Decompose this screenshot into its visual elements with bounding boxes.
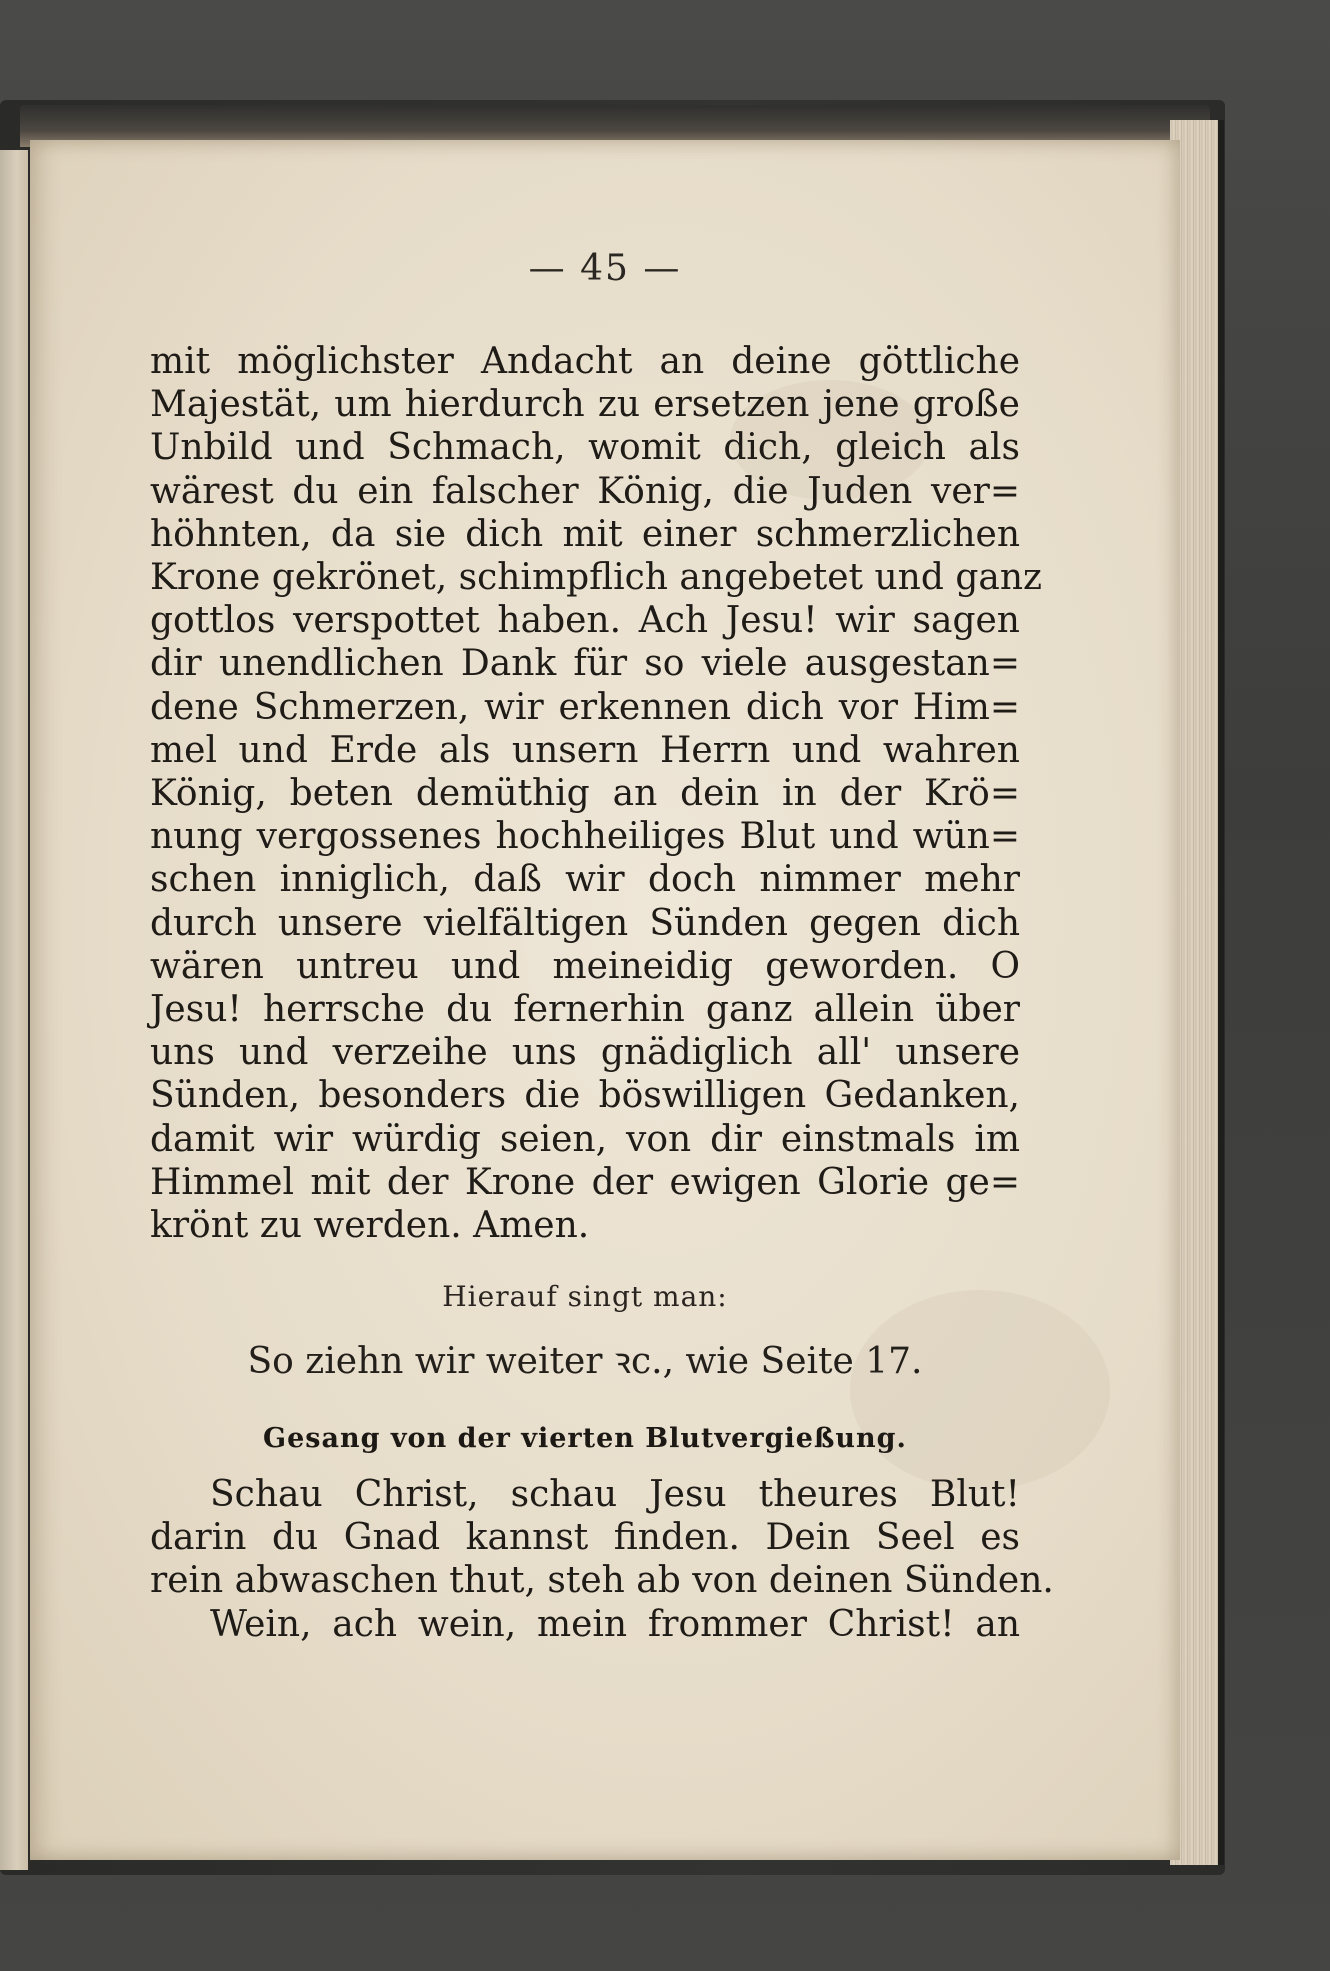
page-stain (850, 1290, 1110, 1490)
text-line: schen inniglich, daß wir doch nimmer mehr (150, 859, 1020, 901)
text-line: uns und verzeihe uns gnädiglich all' unsere (150, 1032, 1020, 1074)
text-line: nung vergossenes hochheiliges Blut und wün= (150, 816, 1020, 858)
text-line: mel und Erde als unsern Herrn und wahren (150, 729, 1020, 771)
hymn-title: Gesang von der vierten Blutvergießung. (263, 1423, 907, 1454)
hymn-verse (150, 1473, 1054, 1646)
text-line: damit wir würdig seien, von dir einstmals im (150, 1118, 1020, 1160)
text-line: durch unsere vielfältigen Sünden gegen dich (150, 902, 1020, 944)
text-line: Sünden, besonders die böswilligen Gedanken, (150, 1075, 1020, 1117)
text-line: dir unendlichen Dank für so viele ausgestan= (150, 643, 1020, 685)
prayer-text (150, 340, 1042, 1247)
verse-line: darin du Gnad kannst finden. Dein Seel es (150, 1517, 1020, 1559)
text-line: Krone gekrönet, schimpflich angebetet und ganz (150, 557, 1042, 599)
text-line: dene Schmerzen, wir erkennen dich vor Him= (150, 686, 1020, 728)
verse-line: rein abwaschen thut, steh ab von deinen Sünden. (150, 1560, 1054, 1602)
text-line: Unbild und Schmach, womit dich, gleich als (150, 427, 1020, 469)
text-line: mit möglichster Andacht an deine göttliche (150, 341, 1020, 382)
page-number: — 45 — (528, 248, 682, 289)
text-line: krönt zu werden. Amen. (150, 1205, 590, 1247)
text-line: Majestät, um hierdurch zu ersetzen jene große (150, 384, 1020, 426)
text-line: wären untreu und meineidig geworden. O (150, 945, 1020, 987)
text-line: Himmel mit der Krone der ewigen Glorie ge= (150, 1161, 1020, 1203)
verse-line: Wein, ach wein, mein frommer Christ! an (210, 1603, 1020, 1645)
book-page (30, 140, 1180, 1860)
left-page-edge (0, 150, 28, 1870)
text-line: König, beten demüthig an dein in der Krö= (150, 773, 1020, 815)
text-line: Jesu! herrsche du fernerhin ganz allein über (150, 989, 1020, 1031)
instruction-song: So ziehn wir weiter ꝛc., wie Seite 17. (247, 1341, 923, 1382)
text-line: gottlos verspottet haben. Ach Jesu! wir sagen (150, 600, 1020, 642)
instruction-note: Hierauf singt man: (442, 1280, 728, 1313)
verse-line: Schau Christ, schau Jesu theures Blut! (210, 1474, 1020, 1515)
text-line: wärest du ein falscher König, die Juden ver= (150, 470, 1020, 512)
text-line: höhnten, da sie dich mit einer schmerzlichen (150, 513, 1020, 555)
